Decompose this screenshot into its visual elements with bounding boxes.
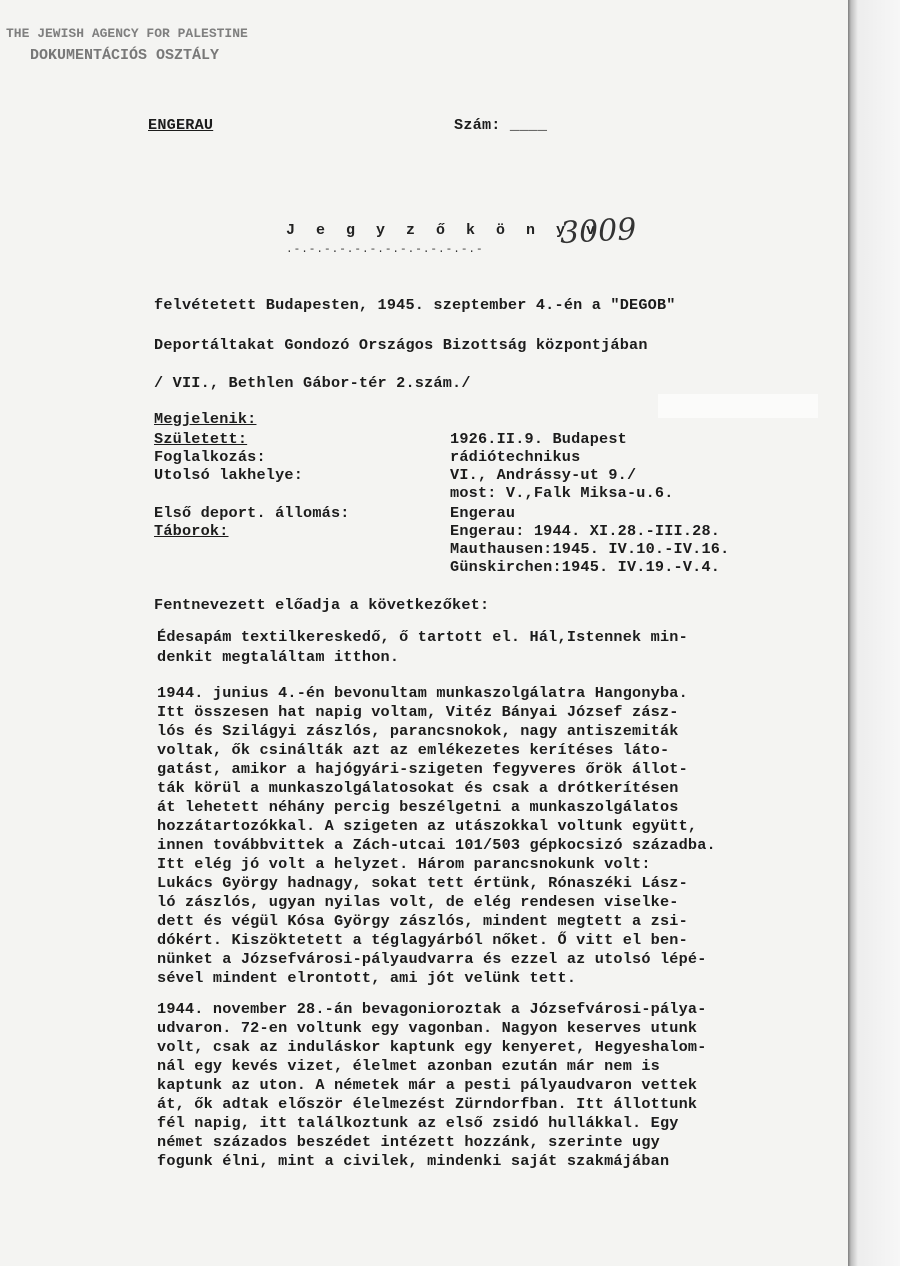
paragraph-2-line: 1944. junius 4.-én bevonultam munkaszolgálatra Hangonyba. bbox=[157, 684, 688, 702]
field-label-camps: Táborok: bbox=[154, 522, 229, 540]
paragraph-2-line: ták körül a munkaszolgálatosokat és csak a drótkerítésen bbox=[157, 779, 679, 797]
field-value-occupation: rádiótechnikus bbox=[450, 448, 581, 466]
field-value-camp-3: Günskirchen:1945. IV.19.-V.4. bbox=[450, 558, 721, 576]
paragraph-2-line: gatást, amikor a hajógyári-szigeten fegyveres őrök állot- bbox=[157, 760, 688, 778]
paragraph-2-line: Itt összesen hat napig voltam, Vitéz Bányai József zász- bbox=[157, 703, 679, 721]
field-value-camp-1: Engerau: 1944. XI.28.-III.28. bbox=[450, 522, 721, 540]
document-title: J e g y z ő k ö n y v bbox=[286, 222, 602, 239]
stamp-line-agency: THE JEWISH AGENCY FOR PALESTINE bbox=[6, 26, 248, 41]
paragraph-3-line: nál egy kevés vizet, élelmet azonban ezután már nem is bbox=[157, 1057, 660, 1075]
paragraph-2-line: lós és Szilágyi zászlós, parancsnokok, nagy antiszemiták bbox=[157, 722, 679, 740]
stamp-line-department: DOKUMENTÁCIÓS OSZTÁLY bbox=[30, 47, 220, 64]
paragraph-2-line: sével mindent elrontott, ami jót velünk tett. bbox=[157, 969, 577, 987]
field-label-first-station: Első deport. állomás: bbox=[154, 504, 350, 522]
testimony-lead: Fentnevezett előadja a következőket: bbox=[154, 596, 490, 614]
field-label-born: Született: bbox=[154, 430, 248, 448]
paragraph-2-line: át lehetett néhány percig beszélgetni a munkaszolgálatos bbox=[157, 798, 679, 816]
paragraph-3-line: volt, csak az induláskor kaptunk egy kenyeret, Hegyeshalom- bbox=[157, 1038, 707, 1056]
archive-stamp bbox=[6, 26, 248, 64]
title-underline: .-.-.-.-.-.-.-.-.-.-.-.-.- bbox=[286, 244, 484, 256]
paragraph-3-line: fogunk élni, mint a civilek, mindenki saját szakmájában bbox=[157, 1152, 670, 1170]
handwritten-number: 3009 bbox=[559, 212, 638, 251]
field-value-born: 1926.II.9. Budapest bbox=[450, 430, 627, 448]
paragraph-1-line: denkit megtaláltam itthon. bbox=[157, 648, 400, 666]
paragraph-1-line: Édesapám textilkereskedő, ő tartott el. Hál,Istennek min- bbox=[157, 628, 688, 646]
paragraph-2-line: nünket a Józsefvárosi-pályaudvarra és ezzel az utolsó lépé- bbox=[157, 950, 707, 968]
intro-line-2: Deportáltakat Gondozó Országos Bizottság központjában bbox=[154, 336, 648, 354]
paragraph-2-line: voltak, ők csinálták azt az emlékezetes kerítéses láto- bbox=[157, 741, 670, 759]
paragraph-3-line: fél napig, itt találkoztunk az első zsidó hullákkal. Egy bbox=[157, 1114, 679, 1132]
paragraph-2-line: dett és végül Kósa György zászlós, mindent megtett a zsi- bbox=[157, 912, 688, 930]
paragraph-2-line: ló zászlós, ugyan nyilas volt, de elég rendesen viselke- bbox=[157, 893, 679, 911]
scan-page-edge bbox=[848, 0, 900, 1266]
paragraph-2-line: dókért. Kiszöktetett a téglagyárból nőket. Ő vitt el ben- bbox=[157, 931, 688, 949]
paragraph-3-line: udvaron. 72-en voltunk egy vagonban. Nagyon keserves utunk bbox=[157, 1019, 698, 1037]
field-label-appears: Megjelenik: bbox=[154, 410, 257, 428]
redacted-area bbox=[658, 394, 818, 418]
paragraph-2-line: Lukács György hadnagy, sokat tett értünk, Rónaszéki Lász- bbox=[157, 874, 688, 892]
paragraph-2-line: Itt elég jó volt a helyzet. Három parancsnokunk volt: bbox=[157, 855, 651, 873]
paragraph-3-line: át, ők adtak először élelmezést Zürndorfban. Itt állottunk bbox=[157, 1095, 698, 1113]
field-label-last-residence: Utolsó lakhelye: bbox=[154, 466, 304, 484]
intro-line-1: felvétetett Budapesten, 1945. szeptember 4.-én a "DEGOB" bbox=[154, 296, 676, 314]
field-value-first-station: Engerau bbox=[450, 504, 516, 522]
paragraph-3-line: 1944. november 28.-án bevagonioroztak a Józsefvárosi-pálya- bbox=[157, 1000, 707, 1018]
field-label-occupation: Foglalkozás: bbox=[154, 448, 266, 466]
intro-line-3: / VII., Bethlen Gábor-tér 2.szám./ bbox=[154, 374, 471, 392]
paragraph-2-line: hozzátartozókkal. A szigeten az utászokkal voltunk együtt, bbox=[157, 817, 698, 835]
paragraph-3-line: kaptunk az uton. A németek már a pesti pályaudvaron vettek bbox=[157, 1076, 698, 1094]
field-value-last-residence: VI., Andrássy-ut 9./ bbox=[450, 466, 637, 484]
paragraph-2-line: innen továbbvittek a Zách-utcai 101/503 gépkocsizó századba. bbox=[157, 836, 716, 854]
field-value-camp-2: Mauthausen:1945. IV.10.-IV.16. bbox=[450, 540, 730, 558]
place-heading: ENGERAU bbox=[148, 116, 214, 134]
paragraph-3-line: német százados beszédet intézett hozzánk, szerinte ugy bbox=[157, 1133, 660, 1151]
field-value-current-residence: most: V.,Falk Miksa-u.6. bbox=[450, 484, 674, 502]
number-label: Szám: ____ bbox=[454, 116, 548, 134]
